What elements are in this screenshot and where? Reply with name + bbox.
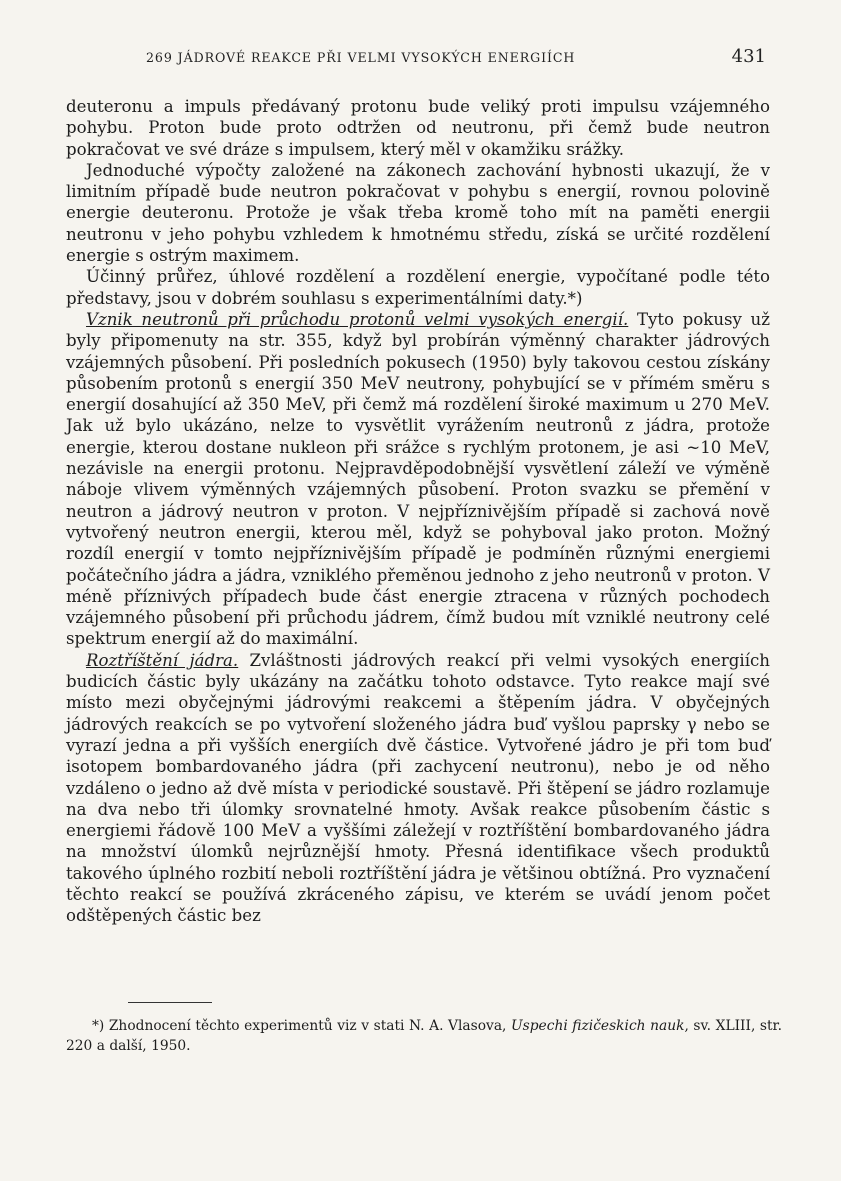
footnote-divider — [128, 1002, 212, 1003]
page-header — [146, 46, 766, 74]
paragraph — [66, 309, 770, 650]
footnote-text-end: , sv. XLIII, str. 220 a další, 1950. — [66, 1018, 782, 1054]
footnote — [66, 1016, 782, 1056]
section-lead: Roztříštění jádra. — [86, 650, 239, 670]
section-lead: Vznik neutronů při průchodu protonů velmi vysokých energií. — [86, 309, 629, 329]
footnote-mark: *) — [92, 1018, 105, 1034]
body-text — [66, 96, 770, 927]
paragraph — [66, 96, 770, 160]
running-head: 269 JÁDROVÉ REAKCE PŘI VELMI VYSOKÝCH ENERGIÍCH — [146, 50, 576, 65]
footnote-journal-title: Uspechi fizičeskich nauk — [511, 1018, 685, 1034]
paragraph-text: Zvláštnosti jádrových reakcí při velmi vysokých energiích budicích částic byly ukázány na začátku tohoto odstavce. Tyto reakce mají své místo mezi obyčejnými jádrovými reakcemi a štěpením jádra. V obyčejných jádrových reakcích se po vytvoření složeného jádra buď vyšlou paprsky γ nebo se vyrazí jedna a při vyšších energiích dvě částice. Vytvořené jádro je při tom buď isotopem bombardovaného jádra (při zachycení neutronu), nebo je od něho vzdáleno o jedno až dvě místa v periodické soustavě. Při štěpení se jádro rozlamuje na dva nebo tři úlomky srovnatelné hmoty. Avšak reakce působením částic s energiemi řádově 100 MeV a vyššími záležejí v roztříštění bombardovaného jádra na množství úlomků nejrůznější hmoty. Přesná identifikace všech produktů takového úplného rozbití neboli roztříštění jádra je většinou obtížná. Pro vyznačení těchto reakcí se používá zkráceného zápisu, ve kterém se uvádí jenom počet odštěpených částic bez — [66, 650, 770, 926]
footnote-text: Zhodnocení těchto experimentů viz v stati N. A. Vlasova, — [104, 1018, 512, 1034]
paragraph-text: Účinný průřez, úhlové rozdělení a rozdělení energie, vypočítané podle této představy, jsou v dobrém souhlasu s experimentálními daty.*) — [66, 267, 770, 308]
paragraph-text: Tyto pokusy už byly připomenuty na str. 355, když byl probírán výměnný charakter jádrových vzájemných působení. Při posledních pokusech (1950) byly takovou cestou získány působením protonů s energií 350 MeV neutrony, pohybující se v přímém směru s energií dosahující až 350 MeV, při čemž má rozdělení široké maximum u 270 MeV. Jak už bylo ukázáno, nelze to vysvětlit vyrážením neutronů z jádra, protože energie, kterou dostane nukleon při srážce s rychlým protonem, je asi ~10 MeV, nezávisle na energii protonu. Nejpravděpodobnější vysvětlení záleží ve výměně náboje vlivem výměnných vzájemných působení. Proton svazku se přemění v neutron a jádrový neutron v proton. V nejpříznivějším případě si zachová nově vytvořený neutron energii, kterou měl, když se pohyboval jako proton. Možný rozdíl energií v tomto nejpříznivějším případě je podmíněn různými energiemi počátečního jádra a jádra, vzniklého přeměnou jednoho z jeho neutronů v proton. V méně příznivých případech bude část energie ztracena v různých pochodech vzájemného působení při průchodu jádrem, čímž budou mít vzniklé neutrony celé spektrum energií až do maximální. — [66, 309, 770, 649]
paragraph — [66, 266, 770, 309]
paragraph — [66, 650, 770, 927]
paragraph — [66, 160, 770, 266]
paragraph-text: Jednoduché výpočty založené na zákonech zachování hybnosti ukazují, že v limitním případě bude neutron pokračovat v pohybu s energií, rovnou polovině energie deuteronu. Protože je však třeba kromě toho mít na paměti energii neutronu v jeho pohybu vzhledem k hmotnému středu, získá se určité rozdělení energie s ostrým maximem. — [66, 160, 770, 266]
paragraph-text: deuteronu a impuls předávaný protonu bude veliký proti impulsu vzájemného pohybu. Proton bude proto odtržen od neutronu, při čemž bude neutron pokračovat ve své dráze s impulsem, který měl v okamžiku srážky. — [66, 97, 770, 159]
page-number: 431 — [731, 46, 766, 67]
